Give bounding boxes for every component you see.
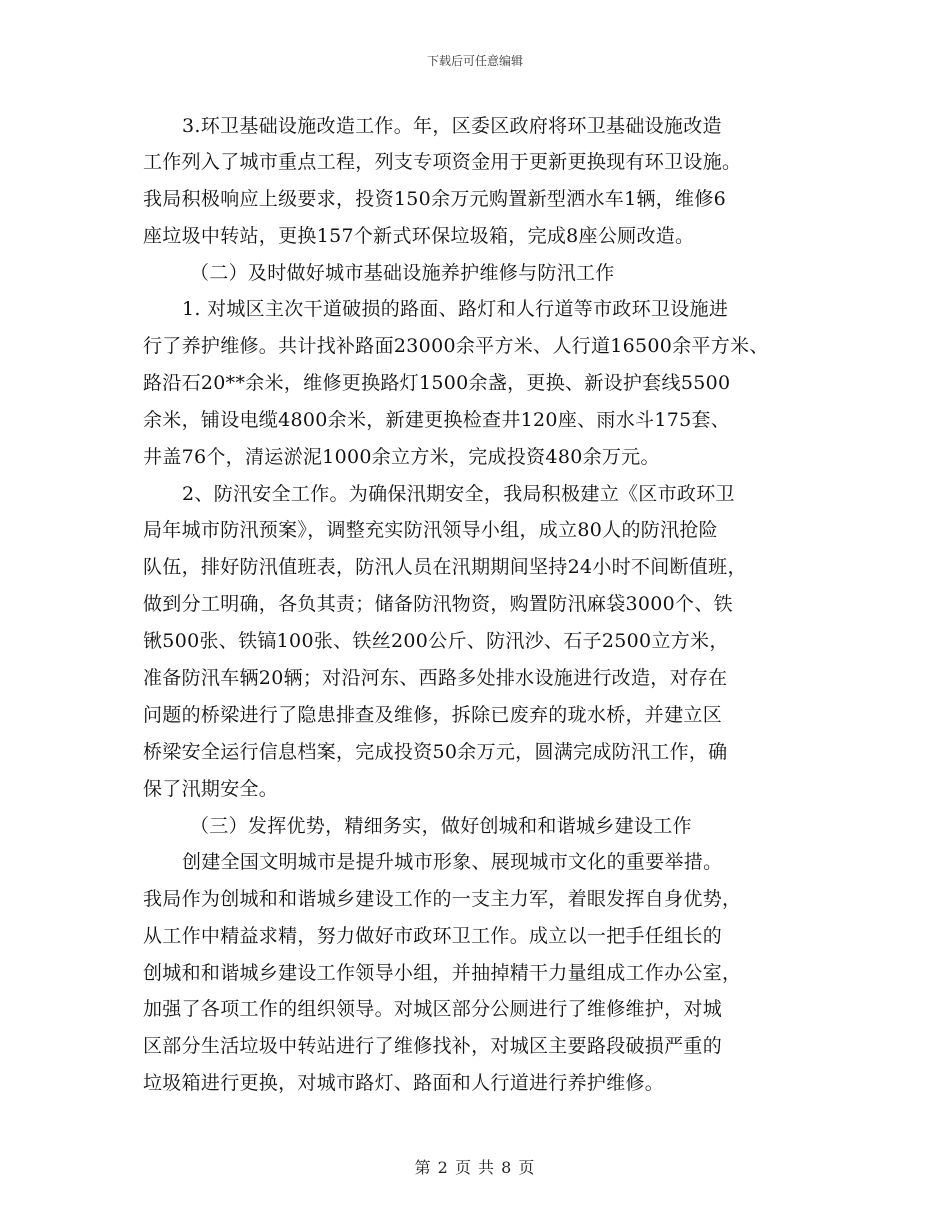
text-line: 锹500张、铁镐100张、铁丝200公斤、防汛沙、石子2500立方米， — [143, 630, 729, 652]
text-line: 井盖76个，清运淤泥1000余立方米，完成投资480余万元。 — [143, 446, 660, 468]
text-line: 路沿石20**余米，维修更换路灯1500余盏，更换、新设护套线5500 — [143, 372, 731, 394]
text-line: 创城和和谐城乡建设工作领导小组，并抽掉精干力量组成工作办公室， — [143, 962, 742, 984]
text-line: 余米，铺设电缆4800余米，新建更换检查井120座、雨水斗175套、 — [143, 409, 731, 431]
text-line: 队伍，排好防汛值班表，防汛人员在汛期期间坚持24小时不间断值班， — [143, 556, 747, 578]
text-line: 工作列入了城市重点工程，列支专项资金用于更新更换现有环卫设施。 — [143, 151, 742, 173]
text-line: 我局积极响应上级要求，投资150余万元购置新型洒水车1辆，维修6 — [143, 188, 727, 210]
text-line: （三）发挥优势，精细务实，做好创城和和谐城乡建设工作 — [190, 815, 692, 837]
text-line: 垃圾箱进行更换，对城市路灯、路面和人行道进行养护维修。 — [143, 1072, 665, 1094]
text-line: 桥梁安全运行信息档案，完成投资50余万元，圆满完成防汛工作，确 — [143, 741, 728, 763]
text-line: 座垃圾中转站，更换157个新式环保垃圾箱，完成8座公厕改造。 — [143, 225, 695, 247]
text-line: 加强了各项工作的组织领导。对城区部分公厕进行了维修维护，对城 — [143, 998, 723, 1020]
text-line: 2、防汛安全工作。为确保汛期安全，我局积极建立《区市政环卫 — [182, 483, 735, 505]
page-footer: 第 2 页 共 8 页 — [414, 1158, 536, 1177]
text-line: 局年城市防汛预案》，调整充实防汛领导小组，成立80人的防汛抢险 — [143, 519, 718, 541]
page-header: 下载后可任意编辑 — [426, 54, 523, 68]
text-line: 保了汛期安全。 — [143, 778, 279, 800]
text-line: 行了养护维修。共计找补路面23000余平方米、人行道16500余平方米、 — [143, 335, 769, 357]
text-line: （二）及时做好城市基础设施养护维修与防汛工作 — [190, 262, 615, 284]
text-line: 创建全国文明城市是提升城市形象、展现城市文化的重要举措。 — [182, 851, 723, 873]
text-line: 准备防汛车辆20辆；对沿河东、西路多处排水设施进行改造，对存在 — [143, 667, 728, 689]
text-line: 3.环卫基础设施改造工作。年，区委区政府将环卫基础设施改造 — [182, 115, 722, 137]
text-line: 区部分生活垃圾中转站进行了维修找补，对城区主要路段破损严重的 — [143, 1035, 723, 1057]
text-line: 做到分工明确，各负其责；储备防汛物资，购置防汛麻袋3000个、铁 — [143, 593, 733, 615]
text-line: 我局作为创城和和谐城乡建设工作的一支主力军，着眼发挥自身优势， — [143, 888, 742, 910]
text-line: 问题的桥梁进行了隐患排查及维修，拆除已废弃的珑水桥，并建立区 — [143, 704, 723, 726]
text-line: 1. 对城区主次干道破损的路面、路灯和人行道等市政环卫设施进 — [182, 298, 729, 320]
text-line: 从工作中精益求精，努力做好市政环卫工作。成立以一把手任组长的 — [143, 925, 723, 947]
